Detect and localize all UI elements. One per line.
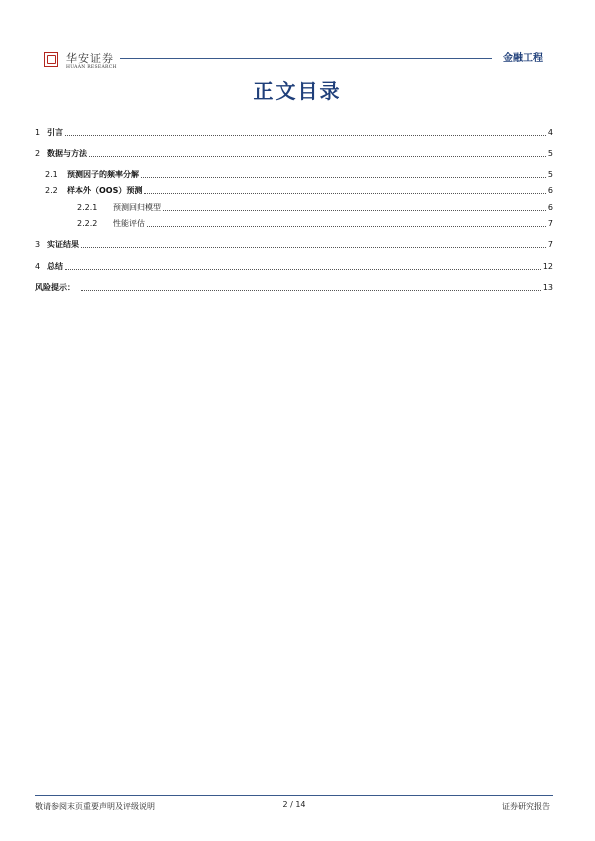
page-number: 2 / 14 [282, 800, 306, 809]
toc-entry-label: 总结 [47, 262, 63, 271]
footer-disclaimer: 敬请参阅末页重要声明及评级说明 [35, 802, 155, 811]
toc-entry-page: 12 [542, 262, 553, 271]
toc-entry[interactable] [35, 281, 553, 293]
section-tag: 金融工程 [503, 53, 543, 64]
toc-entry-page: 6 [547, 203, 553, 212]
toc-leader [65, 134, 546, 136]
toc-entry-page: 7 [547, 240, 553, 249]
toc-leader [81, 246, 546, 248]
toc-entry-label: 风险提示： [35, 283, 75, 292]
toc-entry[interactable] [35, 217, 553, 229]
page-title: 正文目录 [253, 79, 342, 103]
toc-entry-label: 引言 [47, 128, 63, 137]
toc-leader [144, 192, 546, 194]
brand-name: 华安证券 [66, 52, 114, 65]
toc-entry-label: 预测回归模型 [113, 203, 161, 212]
footer-divider [35, 795, 553, 796]
huaan-logo-icon [44, 52, 58, 67]
toc-entry-page: 5 [547, 149, 553, 158]
toc-entry-number: 2.2.1 [77, 203, 98, 212]
toc-leader [65, 268, 541, 270]
toc-entry[interactable] [35, 126, 553, 138]
footer-doc-type: 证券研究报告 [502, 802, 550, 811]
toc-entry-number: 2.2.2 [77, 219, 98, 228]
toc-entry-page: 6 [547, 186, 553, 195]
page-footer [35, 795, 553, 817]
toc-entry-number: 2.1 [45, 170, 58, 179]
toc-entry-label: 性能评估 [113, 219, 145, 228]
toc-entry-number: 3 [35, 240, 41, 249]
toc-entry-number: 4 [35, 262, 41, 271]
toc-entry-page: 4 [547, 128, 553, 137]
toc-leader [147, 225, 546, 227]
toc-entry-label: 预测因子的频率分解 [67, 170, 139, 179]
toc-entry[interactable] [35, 168, 553, 180]
header-divider [120, 58, 492, 59]
toc-entry-label: 数据与方法 [47, 149, 87, 158]
toc-entry-page: 13 [542, 283, 553, 292]
toc-leader [141, 176, 546, 178]
page-header [40, 46, 555, 76]
toc-leader [163, 209, 546, 211]
toc-entry-number: 2 [35, 149, 41, 158]
brand-name-english: HUAAN RESEARCH [66, 65, 117, 70]
toc-leader [89, 155, 546, 157]
toc-entry-page: 5 [547, 170, 553, 179]
toc-entry[interactable] [35, 147, 553, 159]
toc-entry-label: 样本外（OOS）预测 [67, 186, 143, 195]
toc-entry-number: 1 [35, 128, 41, 137]
toc-leader [81, 289, 541, 291]
toc-entry[interactable] [35, 238, 553, 250]
toc-entry-number: 2.2 [45, 186, 58, 195]
toc-entry[interactable] [35, 260, 553, 272]
toc-entry-page: 7 [547, 219, 553, 228]
toc-entry[interactable] [35, 201, 553, 213]
toc-entry-label: 实证结果 [47, 240, 79, 249]
toc-entry[interactable] [35, 184, 553, 196]
